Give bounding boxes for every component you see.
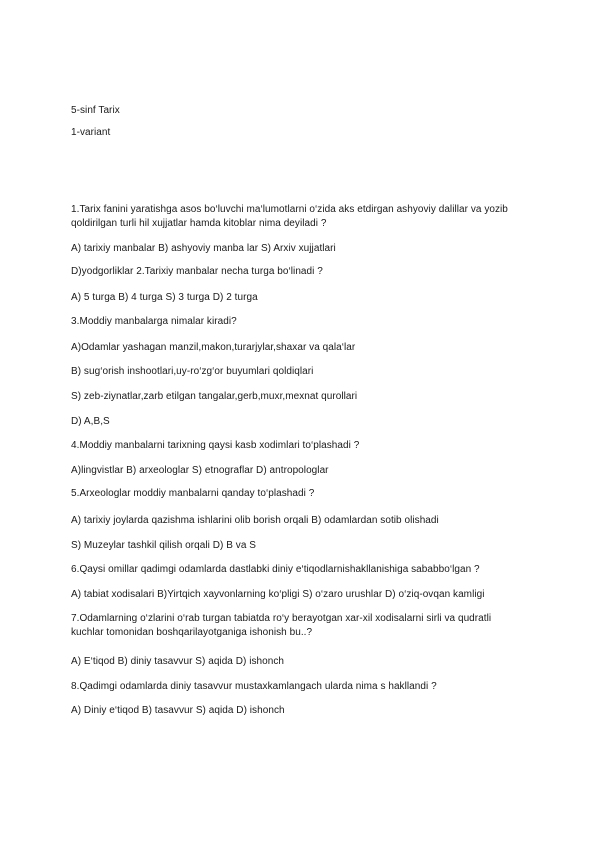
answer-options-8: A) Diniy e‘tiqod B) tasavvur S) aqida D) ishonch <box>71 705 285 716</box>
answer-option-d-and-question-2: D)yodgorliklar 2.Tarixiy manbalar necha turga bo‘linadi ? <box>71 266 323 277</box>
answer-options-6: A) tabiat xodisalari B)Yirtqich xayvonlarning ko‘pligi S) o‘zaro urushlar D) o‘ziq-ovqan kamligi <box>71 589 485 600</box>
answer-option-3a: A)Odamlar yashagan manzil,makon,turarjylar,shaxar va qala‘lar <box>71 342 356 353</box>
question-6: 6.Qaysi omillar qadimgi odamlarda dastlabki diniy e‘tiqodlarnishakllanishiga sababbo‘lgan ? <box>71 564 480 575</box>
question-5: 5.Arxeologlar moddiy manbalarni qanday to‘plashadi ? <box>71 488 315 499</box>
question-8: 8.Qadimgi odamlarda diniy tasavvur mustaxkamlangach ularda nima s hakllandi ? <box>71 681 437 692</box>
question-4: 4.Moddiy manbalarni tarixning qaysi kasb xodimlari to‘plashadi ? <box>71 440 360 451</box>
answer-options-4: A)lingvistlar B) arxeologlar S) etnograflar D) antropologlar <box>71 465 329 476</box>
subject-heading: 5-sinf Tarix <box>71 105 120 116</box>
answer-options-7: A) E‘tiqod B) diniy tasavvur S) aqida D) ishonch <box>71 656 285 667</box>
answer-option-3b: B) sug‘orish inshootlari,uy-ro‘zg‘or buyumlari qoldiqlari <box>71 366 314 377</box>
answer-option-3d: D) A,B,S <box>71 416 110 427</box>
variant-heading: 1-variant <box>71 127 111 138</box>
question-1: 1.Tarix fanini yaratishga asos bo‘luvchi ma‘lumotlarni o‘zida aks etdirgan ashyoviy dalillar va yozib qoldirilgan turli hil xujjatlar hamda kitoblar nima deyiladi ? <box>71 204 508 229</box>
answer-options-2: A) 5 turga B) 4 turga S) 3 turga D) 2 turga <box>71 292 258 303</box>
answer-option-3s: S) zeb-ziynatlar,zarb etilgan tangalar,gerb,muxr,mexnat qurollari <box>71 391 358 402</box>
answer-options-1: A) tarixiy manbalar B) ashyoviy manba lar S) Arxiv xujjatlari <box>71 243 336 254</box>
question-7: 7.Odamlarning o‘zlarini o‘rab turgan tabiatda ro‘y berayotgan xar-xil xodisalarni sirli va qudratli kuchlar tomonidan boshqarilayotganiga ishonish bu..? <box>71 613 492 638</box>
answer-options-5ab: A) tarixiy joylarda qazishma ishlarini olib borish orqali B) odamlardan sotib olishadi <box>71 515 439 526</box>
answer-options-5sd: S) Muzeylar tashkil qilish orqali D) B va S <box>71 540 256 551</box>
question-3: 3.Moddiy manbalarga nimalar kiradi? <box>71 316 237 327</box>
